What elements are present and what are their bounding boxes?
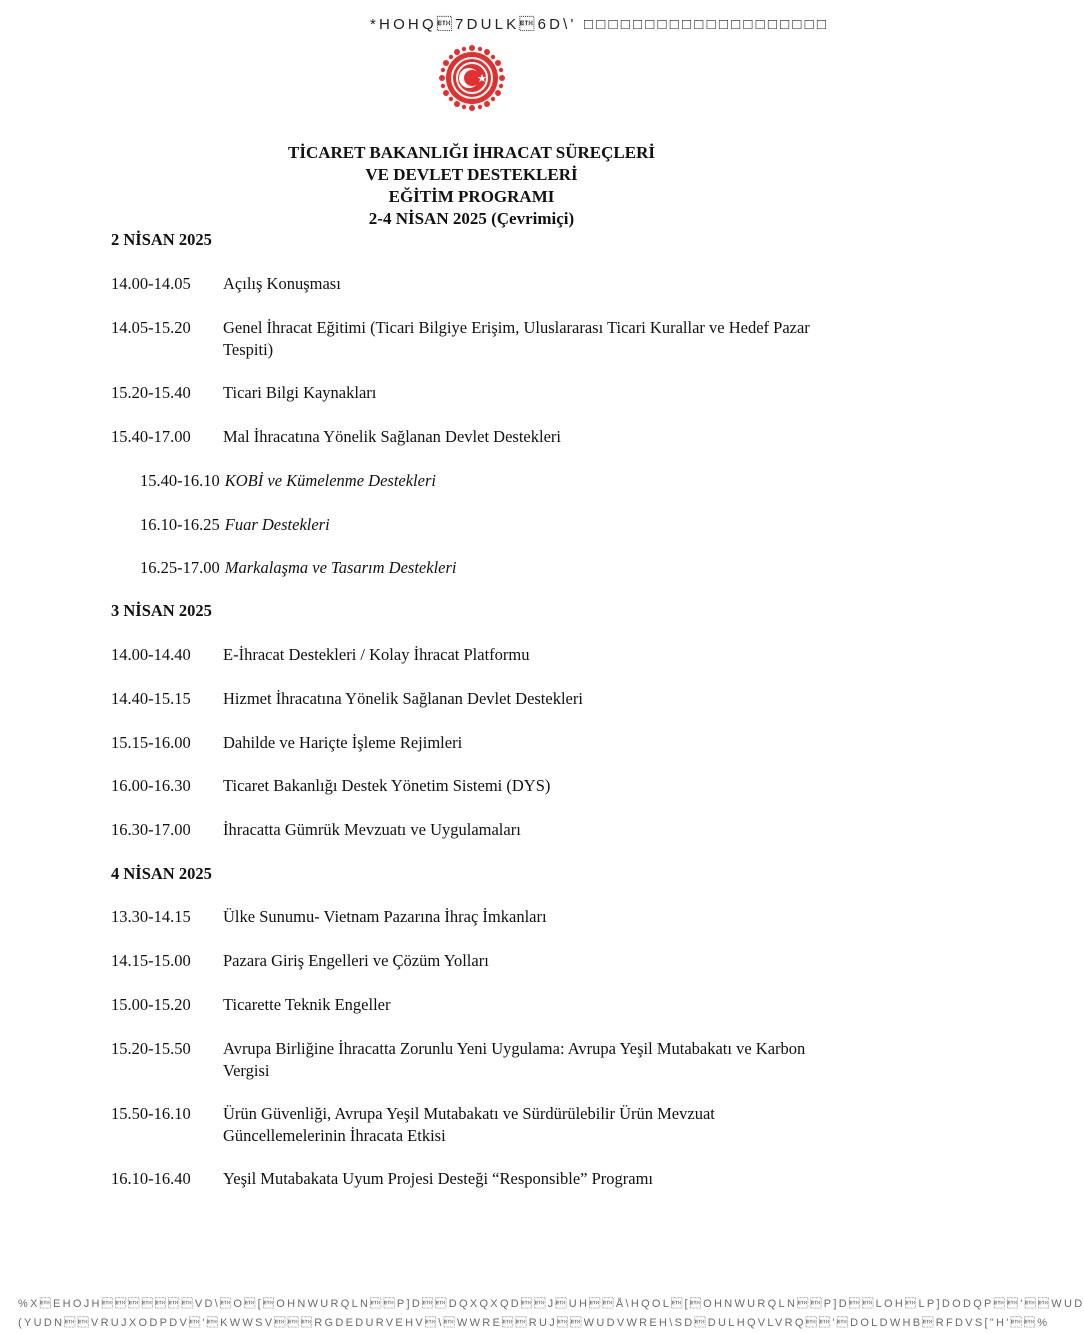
session-time: 16.10-16.40 — [111, 1169, 191, 1188]
schedule-row — [111, 1103, 831, 1147]
schedule-row — [111, 732, 831, 754]
session-time: 15.15-16.00 — [111, 733, 191, 752]
session-title: Ürün Güvenliği, Avrupa Yeşil Mutabakatı ve Sürdürülebilir Ürün Mevzuat Güncellemelerinin İhracata Etkisi — [223, 1104, 715, 1145]
day-heading: 3 NİSAN 2025 — [111, 601, 212, 620]
sub-session-title: Markalaşma ve Tasarım Destekleri — [224, 558, 457, 577]
sub-session-time: 16.10-16.25 — [140, 515, 220, 534]
session-time: 16.30-17.00 — [111, 820, 191, 839]
schedule-row — [111, 644, 831, 666]
session-title: Yeşil Mutabakata Uyum Projesi Desteği “Responsible” Programı — [223, 1169, 654, 1188]
day-heading: 4 NİSAN 2025 — [111, 864, 212, 883]
title-line-1: TİCARET BAKANLIĞI İHRACAT SÜREÇLERİ — [287, 143, 655, 162]
schedule-row — [111, 994, 831, 1016]
session-time: 15.20-15.40 — [111, 383, 191, 402]
sub-session-time: 15.40-16.10 — [140, 471, 220, 490]
session-time: 14.05-15.20 — [111, 318, 191, 337]
sub-schedule-row — [111, 470, 831, 492]
schedule-row — [111, 426, 831, 448]
session-time: 15.00-15.20 — [111, 995, 191, 1014]
schedule-row — [111, 382, 831, 404]
session-time: 13.30-14.15 — [111, 907, 191, 926]
footer-line-1: %XEHOJHVD\O[OHNWURQLNP]DDQXQXQDJUHÅ\HQOL[OHNWURQLNP]DLOHLP]DODQP'WUD — [18, 1298, 1084, 1310]
session-time: 14.15-15.00 — [111, 951, 191, 970]
session-title: Açılış Konuşması — [223, 274, 341, 293]
document-system-header: *HOHQ7DULK6D\' □□□□□□□□□□□□□□□□□□□□ — [370, 16, 830, 33]
session-time: 15.50-16.10 — [111, 1104, 191, 1123]
title-line-4: 2-4 NİSAN 2025 (Çevrimiçi) — [368, 209, 575, 228]
session-time: 14.00-14.05 — [111, 274, 191, 293]
schedule-row — [111, 688, 831, 710]
title-line-3: EĞİTİM PROGRAMI — [388, 187, 555, 206]
session-title: Ticaret Bakanlığı Destek Yönetim Sistemi (DYS) — [223, 776, 551, 795]
schedule-row — [111, 1168, 831, 1190]
schedule-row — [111, 950, 831, 972]
sub-session-title: KOBİ ve Kümelenme Destekleri — [224, 471, 436, 490]
session-title: Dahilde ve Hariçte İşleme Rejimleri — [223, 733, 463, 752]
session-title: İhracatta Gümrük Mevzuatı ve Uygulamaları — [223, 820, 521, 839]
schedule-row — [111, 819, 831, 841]
session-title: Avrupa Birliğine İhracatta Zorunlu Yeni Uygulama: Avrupa Yeşil Mutabakatı ve Karbon Vergisi — [223, 1039, 806, 1080]
session-time: 14.40-15.15 — [111, 689, 191, 708]
session-time: 14.00-14.40 — [111, 645, 191, 664]
sub-schedule-row — [111, 557, 831, 579]
schedule-row — [111, 1038, 831, 1082]
schedule-row — [111, 273, 831, 295]
session-title: Genel İhracat Eğitimi (Ticari Bilgiye Erişim, Uluslararası Ticari Kurallar ve Hedef Pazar Tespiti) — [223, 318, 810, 359]
session-time: 15.20-15.50 — [111, 1039, 191, 1058]
footer-line-2: (YUDNVRUJXODPDV'KWWSVRGDEDURVEHV\WWRERUJWUDVWREH\SDDULHQVLVRQ'DOLDWHBRFDVS["H'% — [18, 1317, 1050, 1329]
session-time: 16.00-16.30 — [111, 776, 191, 795]
session-title: E-İhracat Destekleri / Kolay İhracat Platformu — [223, 645, 530, 664]
program-title — [0, 142, 943, 230]
day-heading: 2 NİSAN 2025 — [111, 230, 212, 249]
sub-session-time: 16.25-17.00 — [140, 558, 220, 577]
session-time: 15.40-17.00 — [111, 427, 191, 446]
session-title: Hizmet İhracatına Yönelik Sağlanan Devlet Destekleri — [223, 689, 583, 708]
ministry-logo-icon — [438, 44, 506, 112]
sub-schedule-row — [111, 514, 831, 536]
session-title: Ticarette Teknik Engeller — [223, 995, 391, 1014]
title-line-2: VE DEVLET DESTEKLERİ — [365, 165, 578, 184]
e-signature-footer — [18, 1295, 1084, 1333]
session-title: Ülke Sunumu- Vietnam Pazarına İhraç İmkanları — [223, 907, 547, 926]
program-schedule — [111, 229, 831, 1190]
schedule-row — [111, 906, 831, 928]
session-title: Mal İhracatına Yönelik Sağlanan Devlet Destekleri — [223, 427, 561, 446]
session-title: Ticari Bilgi Kaynakları — [223, 383, 377, 402]
schedule-row — [111, 317, 831, 361]
schedule-row — [111, 775, 831, 797]
sub-session-title: Fuar Destekleri — [224, 515, 330, 534]
session-title: Pazara Giriş Engelleri ve Çözüm Yolları — [223, 951, 489, 970]
